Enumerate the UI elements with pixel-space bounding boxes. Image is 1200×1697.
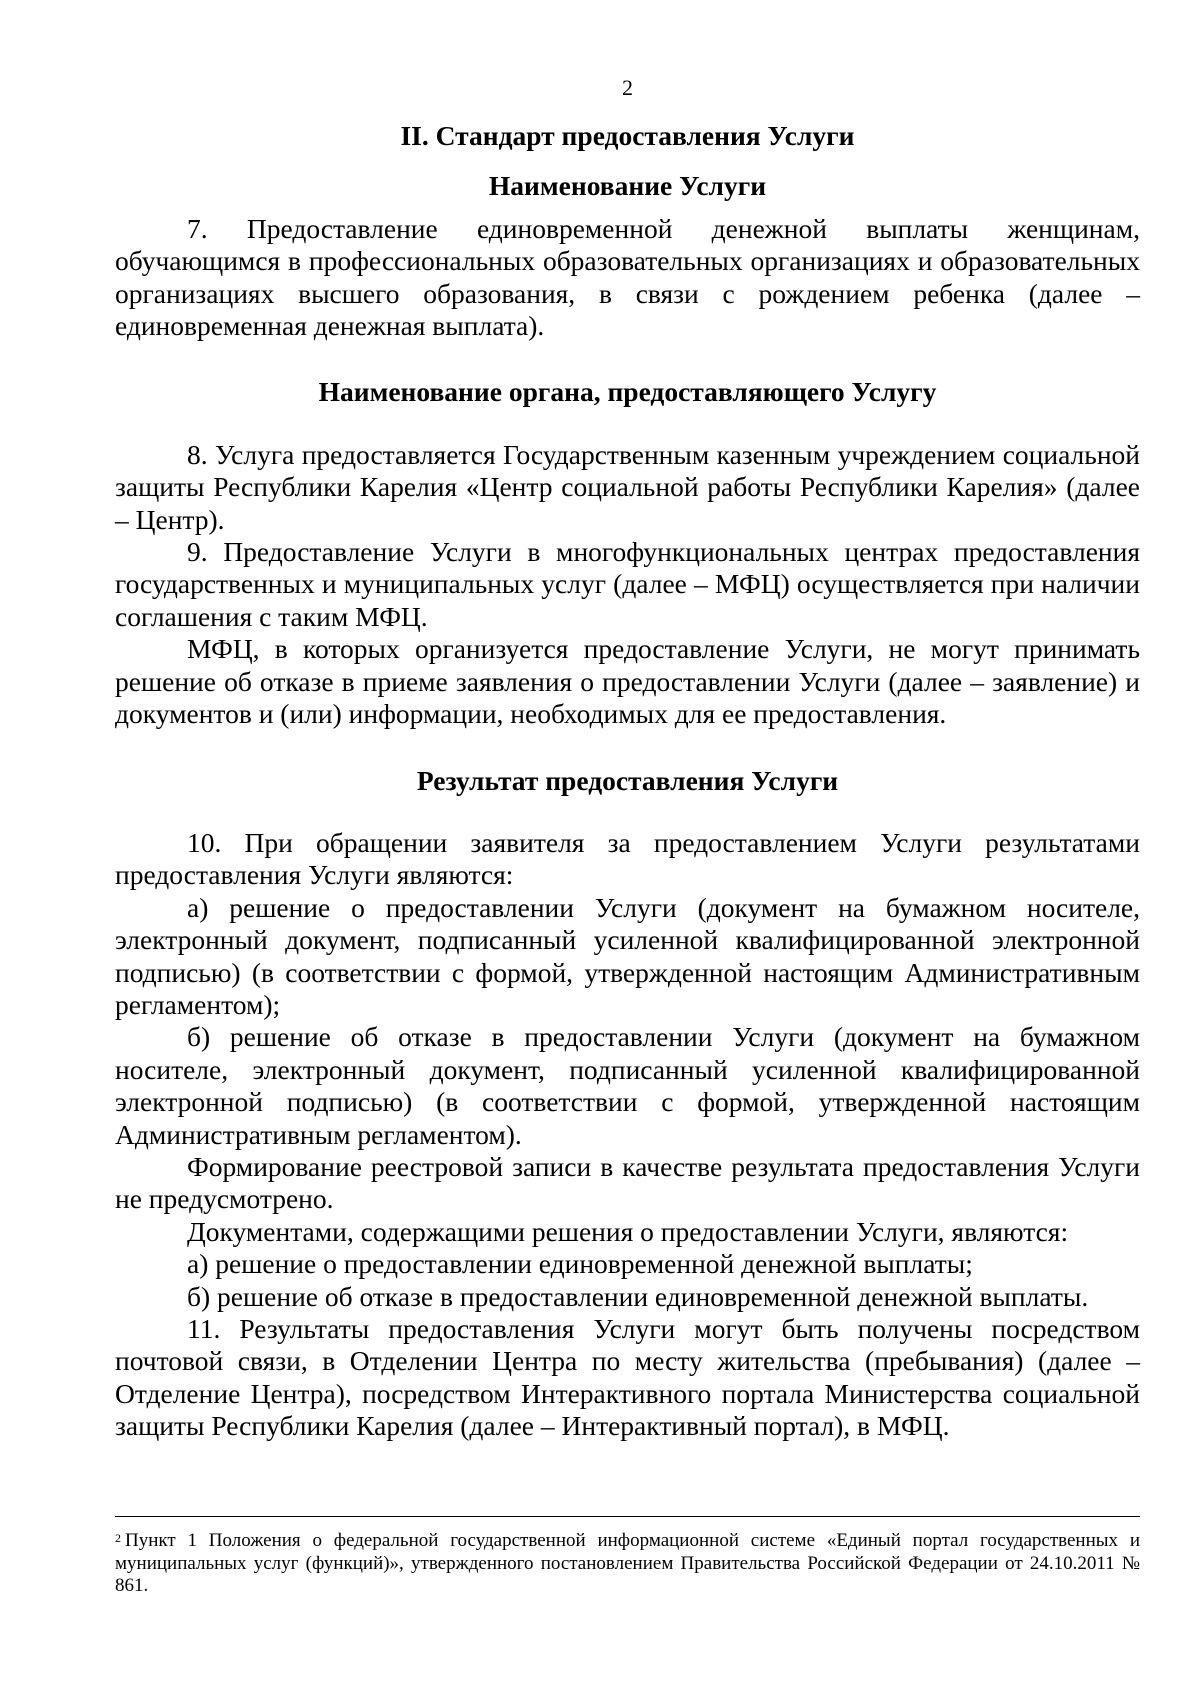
document-body bbox=[115, 120, 1140, 1443]
page-number: 2 bbox=[622, 75, 633, 100]
paragraph-9: 9. Предоставление Услуги в многофункциональных центрах предоставления государственных и муниципальных услуг (далее – МФЦ) осуществляется при наличии соглашения с таким МФЦ. bbox=[115, 536, 1140, 632]
footnote bbox=[115, 1530, 1140, 1598]
paragraph-10-documents: Документами, содержащими решения о предоставлении Услуги, являются: bbox=[187, 1215, 1069, 1247]
paragraph-10-doc-a: а) решение о предоставлении единовременной денежной выплаты; bbox=[187, 1248, 973, 1280]
document-page bbox=[115, 0, 1140, 1697]
section-heading: II. Стандарт предоставления Услуги bbox=[400, 120, 855, 151]
footnote-marker: 2 bbox=[115, 1531, 121, 1545]
paragraph-10: 10. При обращении заявителя за предоставлением Услуги результатами предоставления Услуги являются: bbox=[115, 826, 1140, 891]
paragraph-9-mfc: МФЦ, в которых организуется предоставление Услуги, не могут принимать решение об отказе в приеме заявления о предоставлении Услуги (далее – заявление) и документов и (или) информации, необходимых для ее предоставления. bbox=[115, 633, 1140, 730]
subheading-organ: Наименование органа, предоставляющего Услугу bbox=[318, 376, 937, 408]
paragraph-10-a: а) решение о предоставлении Услуги (документ на бумажном носителе, электронный документ, подписанный усиленной квалифицированной электронной подписью) (в соответствии с формой, утвержденной настоящим Административным регламентом); bbox=[115, 891, 1140, 1020]
paragraph-11: 11. Результаты предоставления Услуги могут быть получены посредством почтовой связи, в Отделении Центра по месту жительства (пребывания) (далее – Отделение Центра), посредством Интерактивного портала Министерства социальной защиты Республики Карелия (далее – Интерактивный портал), в МФЦ. bbox=[115, 1313, 1140, 1442]
paragraph-10-doc-b: б) решение об отказе в предоставлении единовременной денежной выплаты. bbox=[187, 1280, 1089, 1312]
subheading-service-name: Наименование Услуги bbox=[488, 170, 767, 202]
paragraph-8: 8. Услуга предоставляется Государственным казенным учреждением социальной защиты Республики Карелия «Центр социальной работы Республики Карелия» (далее – Центр). bbox=[115, 438, 1140, 535]
paragraph-10-registry: Формирование реестровой записи в качестве результата предоставления Услуги не предусмотрено. bbox=[115, 1150, 1140, 1215]
paragraph-7: 7. Предоставление единовременной денежной выплаты женщинам, обучающимся в профессиональных образовательных организациях и образовательных организациях высшего образования, в связи с рождением ребенка (далее – единовременная денежная выплата). bbox=[115, 212, 1140, 342]
paragraph-10-b: б) решение об отказе в предоставлении Услуги (документ на бумажном носителе, электронный документ, подписанный усиленной квалифицированной электронной подписью) (в соответствии с формой, утвержденной настоящим Административным регламентом). bbox=[115, 1021, 1140, 1150]
subheading-result: Результат предоставления Услуги bbox=[416, 764, 839, 796]
footnote-divider bbox=[115, 1516, 1140, 1517]
footnote-text: Пункт 1 Положения о федеральной государственной информационной системе «Единый портал государственных и муниципальных услуг (функций)», утвержденного постановлением Правительства Российской Федерации от 24.10.2011 № 861. bbox=[115, 1530, 1140, 1596]
